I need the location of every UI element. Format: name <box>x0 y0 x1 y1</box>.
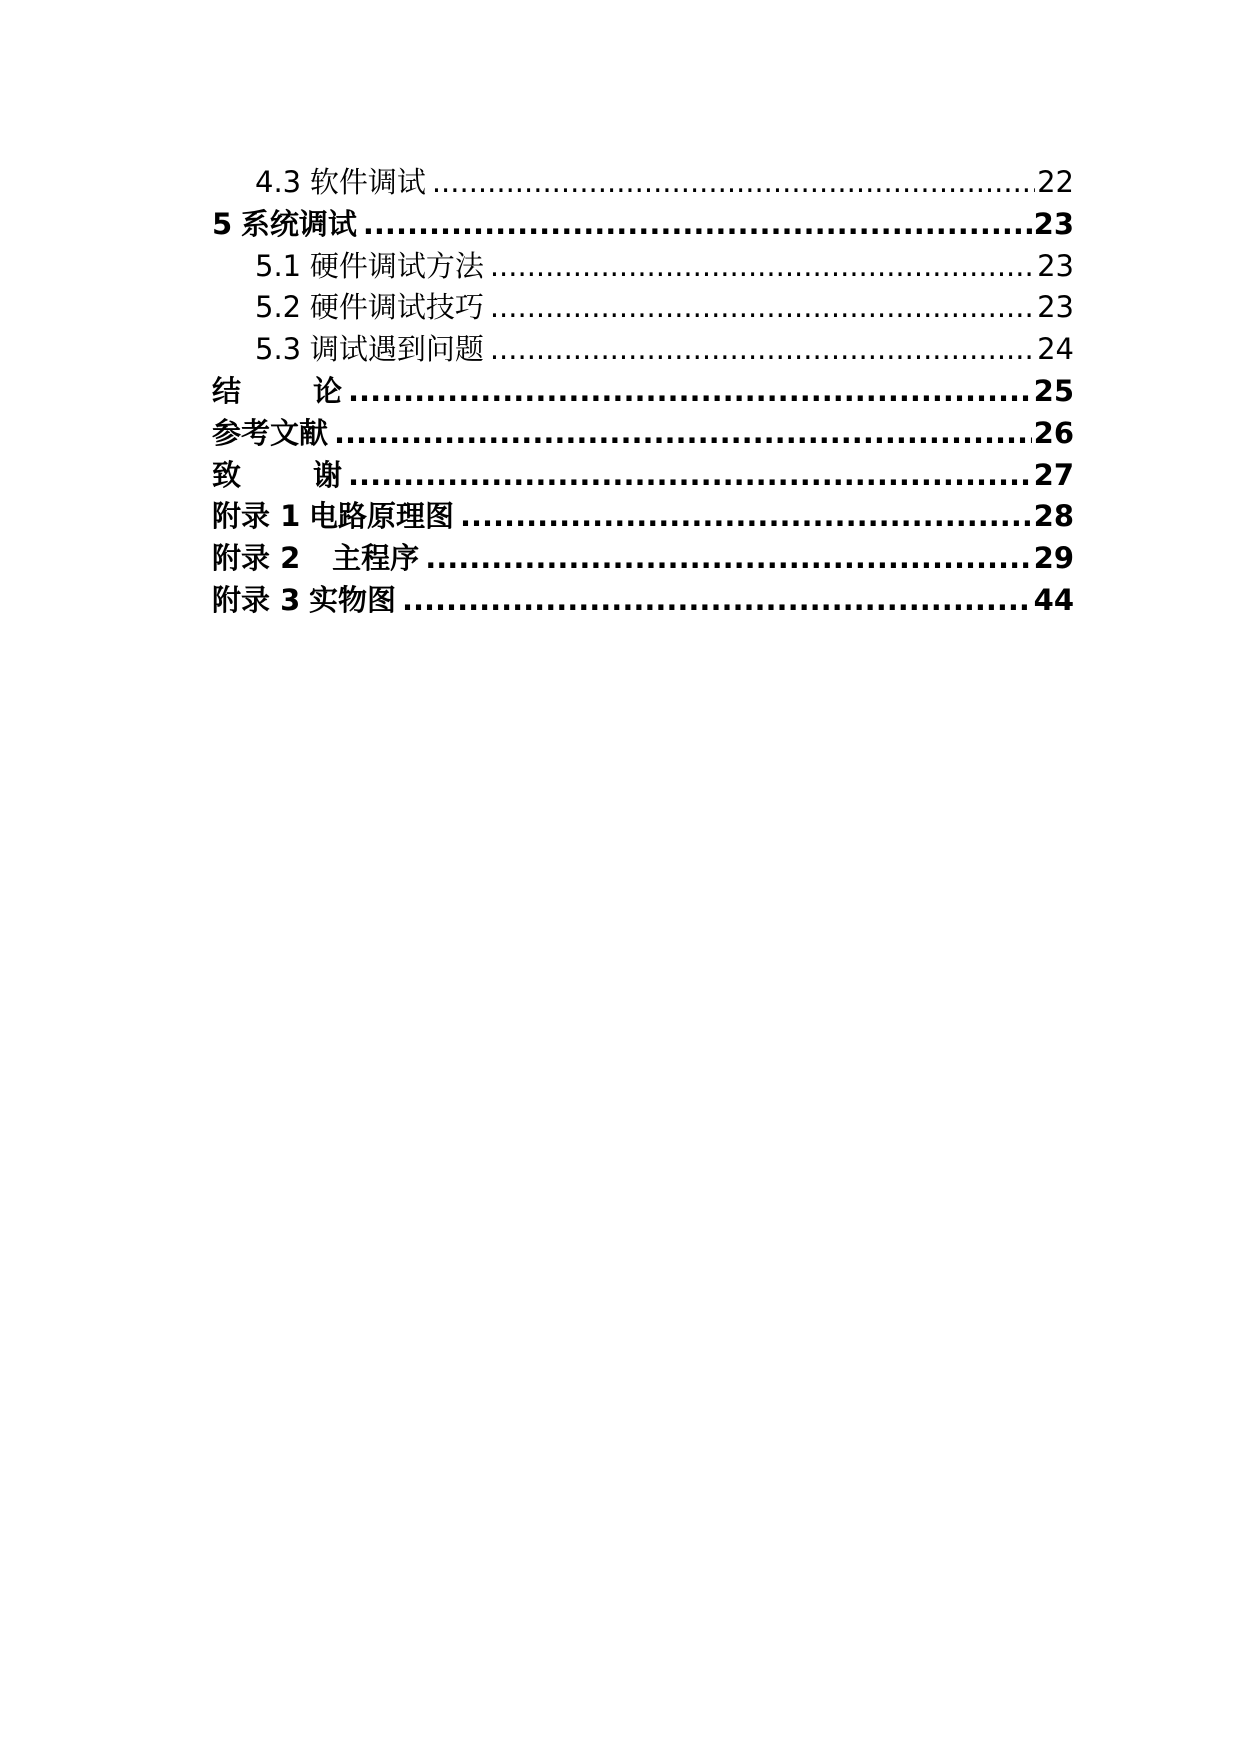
toc-entry-page: 24 <box>1037 332 1074 367</box>
table-of-contents <box>212 162 1074 622</box>
toc-entry-label <box>255 329 484 371</box>
toc-dot-leader <box>490 329 1035 371</box>
toc-dot-leader <box>460 496 1032 538</box>
toc-entry-number: 附录 1 <box>212 499 301 534</box>
toc-dot-leader <box>363 204 1032 246</box>
toc-dot-leader <box>432 162 1035 204</box>
toc-entry-acknowledgements[interactable] <box>212 455 1074 497</box>
toc-entry-title <box>212 374 342 408</box>
toc-entry-number: 5.2 <box>255 290 302 325</box>
toc-entry-number: 5 <box>212 206 233 241</box>
toc-dot-leader <box>490 287 1035 329</box>
toc-entry-5[interactable] <box>212 204 1074 246</box>
toc-entry-label <box>212 204 357 246</box>
toc-entry-label <box>212 371 342 413</box>
toc-entry-5-2[interactable] <box>212 287 1074 329</box>
toc-entry-page: 44 <box>1033 582 1074 617</box>
toc-entry-4-3[interactable] <box>212 162 1074 204</box>
toc-entry-page: 27 <box>1033 457 1074 492</box>
toc-entry-number: 5.1 <box>255 248 302 283</box>
toc-dot-leader <box>425 538 1031 580</box>
toc-entry-appendix-1[interactable] <box>212 496 1074 538</box>
toc-entry-label <box>255 162 426 204</box>
toc-entry-title-part: 论 <box>313 373 343 408</box>
toc-entry-page: 22 <box>1037 165 1074 199</box>
toc-entry-page: 26 <box>1033 415 1074 450</box>
toc-entry-conclusion[interactable] <box>212 371 1074 413</box>
toc-entry-title: 软件调试 <box>309 165 426 199</box>
toc-entry-title: 电路原理图 <box>308 499 454 534</box>
toc-entry-5-1[interactable] <box>212 246 1074 288</box>
toc-entry-title-part: 致 <box>212 457 242 492</box>
toc-entry-number: 附录 2 <box>212 541 301 576</box>
toc-entry-references[interactable] <box>212 413 1074 455</box>
toc-entry-label <box>212 580 396 622</box>
toc-entry-page: 25 <box>1033 373 1074 408</box>
toc-entry-title-part: 结 <box>212 373 242 408</box>
toc-entry-label <box>212 496 454 538</box>
toc-dot-leader <box>348 455 1032 497</box>
toc-entry-title: 主程序 <box>332 541 420 576</box>
toc-entry-title: 硬件调试方法 <box>309 248 484 283</box>
toc-entry-label <box>255 287 484 329</box>
toc-dot-leader <box>490 246 1035 288</box>
toc-entry-number: 5.3 <box>255 332 302 367</box>
toc-entry-appendix-3[interactable] <box>212 580 1074 622</box>
toc-entry-title: 硬件调试技巧 <box>309 290 484 325</box>
toc-entry-page: 23 <box>1037 248 1074 283</box>
toc-entry-label <box>212 538 419 580</box>
toc-entry-page: 29 <box>1033 541 1074 576</box>
toc-entry-title: 实物图 <box>308 582 396 617</box>
toc-entry-title: 调试遇到问题 <box>309 332 484 367</box>
toc-entry-title-part: 谢 <box>313 457 343 492</box>
toc-entry-title: 系统调试 <box>240 206 357 241</box>
toc-dot-leader <box>334 413 1032 455</box>
toc-dot-leader <box>348 371 1032 413</box>
toc-entry-number: 附录 3 <box>212 582 301 617</box>
toc-entry-label <box>212 413 328 455</box>
toc-entry-page: 23 <box>1037 290 1074 325</box>
toc-entry-label <box>212 455 342 497</box>
toc-entry-page: 23 <box>1033 206 1074 241</box>
toc-entry-appendix-2[interactable] <box>212 538 1074 580</box>
toc-entry-number: 4.3 <box>255 165 302 199</box>
toc-dot-leader <box>402 580 1032 622</box>
toc-entry-label <box>255 246 484 288</box>
toc-entry-title: 参考文献 <box>212 415 329 450</box>
toc-entry-title <box>212 458 342 492</box>
toc-entry-page: 28 <box>1033 499 1074 534</box>
toc-entry-5-3[interactable] <box>212 329 1074 371</box>
